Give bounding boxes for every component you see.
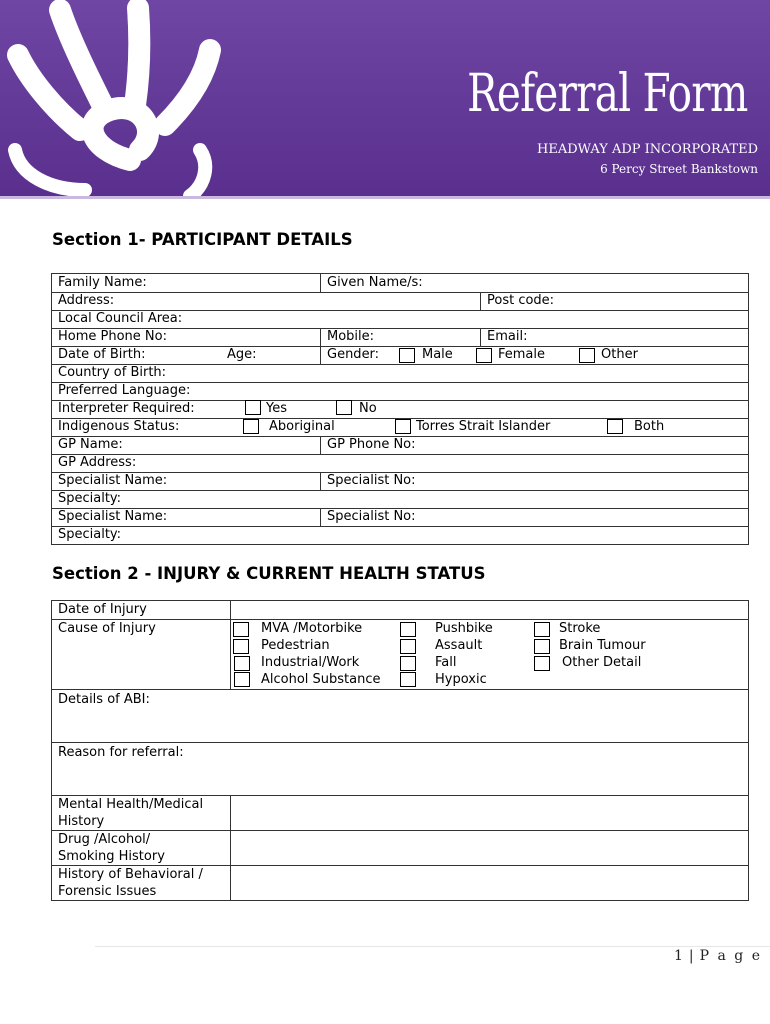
mva-checkbox[interactable] xyxy=(233,622,249,637)
email-label: Email: xyxy=(487,329,528,344)
cause-pushbike-label: Pushbike xyxy=(435,621,493,636)
female-checkbox[interactable] xyxy=(476,348,492,363)
interpreter-no-checkbox[interactable] xyxy=(336,400,352,415)
table-row xyxy=(52,526,748,544)
specialist-no-label: Specialist No: xyxy=(327,509,416,524)
specialist-no-label: Specialist No: xyxy=(327,473,416,488)
pushbike-checkbox[interactable] xyxy=(400,622,416,637)
table-row xyxy=(52,364,748,383)
male-label: Male xyxy=(422,347,453,362)
table-row xyxy=(52,292,748,311)
section2-title: Section 2 - INJURY & CURRENT HEALTH STATUS xyxy=(52,564,486,583)
table-row xyxy=(52,619,748,690)
mental-health-label-line2: History xyxy=(58,814,105,829)
pedestrian-checkbox[interactable] xyxy=(233,639,249,654)
assault-checkbox[interactable] xyxy=(400,639,416,654)
cause-assault-label: Assault xyxy=(435,638,483,653)
table-row xyxy=(52,436,748,455)
table-row xyxy=(52,490,748,509)
table-row xyxy=(52,601,748,620)
address-label: Address: xyxy=(58,293,115,308)
indigenous-label: Indigenous Status: xyxy=(58,419,180,434)
country-label: Country of Birth: xyxy=(58,365,167,380)
cause-mva-label: MVA /Motorbike xyxy=(261,621,363,636)
table-row xyxy=(52,508,748,527)
fall-checkbox[interactable] xyxy=(400,656,416,671)
other-gender-checkbox[interactable] xyxy=(579,348,595,363)
table-row xyxy=(52,400,748,419)
female-label: Female xyxy=(498,347,546,362)
gp-phone-label: GP Phone No: xyxy=(327,437,416,452)
mental-health-label: Mental Health/Medical xyxy=(58,797,204,812)
section1-title: Section 1- PARTICIPANT DETAILS xyxy=(52,230,353,249)
family-name-label: Family Name: xyxy=(58,275,147,290)
footer-divider xyxy=(95,946,770,947)
cause-hypoxic-label: Hypoxic xyxy=(435,672,487,687)
dob-label: Date of Birth: xyxy=(58,347,146,362)
alcohol-substance-checkbox[interactable] xyxy=(234,672,250,687)
male-checkbox[interactable] xyxy=(399,348,415,363)
organization-name: HEADWAY ADP INCORPORATED xyxy=(537,142,758,157)
language-label: Preferred Language: xyxy=(58,383,191,398)
table-row xyxy=(52,742,748,796)
age-label: Age: xyxy=(227,347,257,362)
gp-name-label: GP Name: xyxy=(58,437,123,452)
cause-industrial-label: Industrial/Work xyxy=(261,655,360,670)
given-names-label: Given Name/s: xyxy=(327,275,423,290)
cause-stroke-label: Stroke xyxy=(559,621,601,636)
table-row xyxy=(52,865,748,900)
torres-strait-checkbox[interactable] xyxy=(395,419,411,434)
specialty-label: Specialty: xyxy=(58,527,122,542)
page-label: P a g e xyxy=(699,948,762,964)
reason-referral-label: Reason for referral: xyxy=(58,745,184,760)
table-row xyxy=(52,310,748,329)
participant-details-table xyxy=(51,273,749,545)
behavioral-label: History of Behavioral / xyxy=(58,867,203,882)
cause-alcohol-label: Alcohol Substance xyxy=(261,672,381,687)
brain-tumour-checkbox[interactable] xyxy=(534,639,550,654)
table-row xyxy=(52,472,748,491)
gp-address-label: GP Address: xyxy=(58,455,137,470)
behavioral-label-line2: Forensic Issues xyxy=(58,884,157,899)
industrial-checkbox[interactable] xyxy=(234,656,250,671)
table-row xyxy=(52,689,748,743)
table-row xyxy=(52,328,748,347)
table-row xyxy=(52,382,748,401)
mobile-label: Mobile: xyxy=(327,329,375,344)
table-row xyxy=(52,795,748,831)
organization-address: 6 Percy Street Bankstown xyxy=(600,162,758,176)
both-label: Both xyxy=(634,419,665,434)
gender-label: Gender: xyxy=(327,347,380,362)
page-number: 1 xyxy=(673,948,685,964)
cause-brain-tumour-label: Brain Tumour xyxy=(559,638,646,653)
table-row xyxy=(52,346,748,365)
torres-strait-label: Torres Strait Islander xyxy=(416,419,551,434)
drug-alcohol-label-line2: Smoking History xyxy=(58,849,165,864)
yes-label: Yes xyxy=(266,401,287,416)
specialist-name-label: Specialist Name: xyxy=(58,509,168,524)
table-row xyxy=(52,830,748,866)
page-footer: 1 | P a g e xyxy=(673,948,762,964)
home-phone-label: Home Phone No: xyxy=(58,329,167,344)
hand-logo-icon xyxy=(0,0,250,196)
both-checkbox[interactable] xyxy=(607,419,623,434)
interpreter-yes-checkbox[interactable] xyxy=(245,400,261,415)
drug-alcohol-label: Drug /Alcohol/ xyxy=(58,832,151,847)
specialty-label: Specialty: xyxy=(58,491,122,506)
form-title: Referral Form xyxy=(467,64,748,124)
aboriginal-checkbox[interactable] xyxy=(243,419,259,434)
no-label: No xyxy=(359,401,377,416)
aboriginal-label: Aboriginal xyxy=(269,419,335,434)
table-row xyxy=(52,418,748,437)
date-of-injury-label: Date of Injury xyxy=(58,602,147,617)
table-row xyxy=(52,274,748,293)
table-row xyxy=(52,454,748,473)
cause-pedestrian-label: Pedestrian xyxy=(261,638,330,653)
injury-health-table xyxy=(51,600,749,901)
local-council-label: Local Council Area: xyxy=(58,311,183,326)
interpreter-label: Interpreter Required: xyxy=(58,401,195,416)
stroke-checkbox[interactable] xyxy=(534,622,550,637)
cause-other-detail-label: Other Detail xyxy=(562,655,642,670)
specialist-name-label: Specialist Name: xyxy=(58,473,168,488)
other-gender-label: Other xyxy=(601,347,638,362)
banner-divider xyxy=(0,196,770,199)
post-code-label: Post code: xyxy=(487,293,555,308)
other-detail-checkbox[interactable] xyxy=(534,656,550,671)
hypoxic-checkbox[interactable] xyxy=(400,672,416,687)
details-abi-label: Details of ABI: xyxy=(58,692,150,707)
cause-fall-label: Fall xyxy=(435,655,457,670)
cause-of-injury-label: Cause of Injury xyxy=(58,621,156,636)
